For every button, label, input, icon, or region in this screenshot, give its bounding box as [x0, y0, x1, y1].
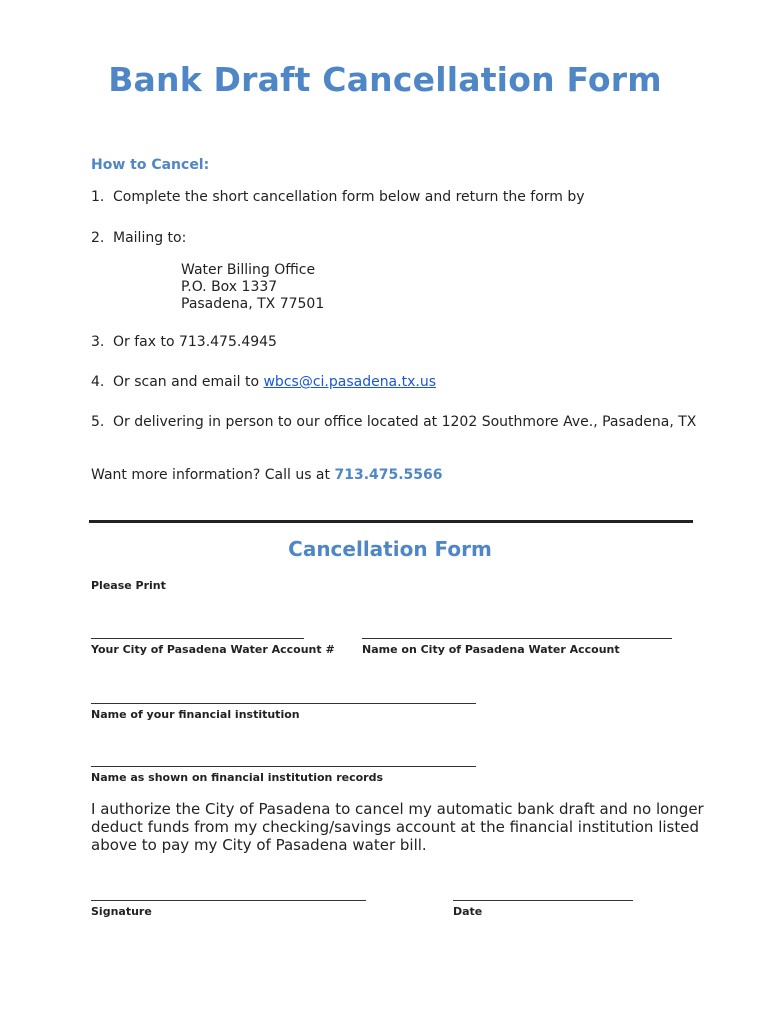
how-to-heading: How to Cancel: — [91, 157, 210, 173]
section-divider — [89, 520, 693, 523]
please-print-label: Please Print — [91, 579, 166, 592]
step-number: 2. — [91, 230, 105, 246]
step-number: 4. — [91, 374, 105, 390]
authorization-text: I authorize the City of Pasadena to cancel my automatic bank draft and no longer deduct funds from my checking/savings account at the financial institution listed above to pay my City of Pasadena water bill. — [91, 800, 704, 854]
institution-label: Name of your financial institution — [91, 708, 300, 721]
account-number-field[interactable] — [91, 638, 304, 639]
form-heading: Cancellation Form — [288, 537, 492, 561]
account-number-label: Your City of Pasadena Water Account # — [91, 643, 335, 656]
date-field[interactable] — [453, 900, 633, 901]
step-3 — [91, 334, 277, 350]
address-line-1: Water Billing Office — [181, 262, 316, 278]
email-link[interactable]: wbcs@ci.pasadena.tx.us — [263, 374, 436, 390]
step-text: Or scan and email to — [113, 374, 264, 390]
more-info-text: Want more information? Call us at — [91, 467, 335, 483]
signature-field[interactable] — [91, 900, 366, 901]
date-label: Date — [453, 905, 483, 918]
institution-name-label: Name as shown on financial institution records — [91, 771, 384, 784]
step-4 — [91, 374, 436, 390]
account-name-field[interactable] — [362, 638, 672, 639]
more-info — [91, 467, 443, 483]
address-line-2: P.O. Box 1337 — [181, 279, 278, 295]
step-text: Mailing to: — [113, 230, 187, 246]
step-2 — [91, 230, 186, 246]
step-number: 1. — [91, 189, 105, 205]
step-number: 5. — [91, 414, 105, 430]
institution-field[interactable] — [91, 703, 476, 704]
page-title: Bank Draft Cancellation Form — [108, 60, 662, 99]
address-line-3: Pasadena, TX 77501 — [181, 296, 325, 312]
step-number: 3. — [91, 334, 105, 350]
step-text: Or fax to 713.475.4945 — [113, 334, 277, 350]
phone-number: 713.475.5566 — [334, 467, 443, 483]
mailing-address — [181, 262, 324, 313]
step-1 — [91, 189, 585, 205]
step-text: Or delivering in person to our office located at 1202 Southmore Ave., Pasadena, TX — [113, 414, 697, 430]
institution-name-field[interactable] — [91, 766, 476, 767]
account-name-label: Name on City of Pasadena Water Account — [362, 643, 620, 656]
step-5 — [91, 414, 696, 430]
step-text: Complete the short cancellation form below and return the form by — [113, 189, 585, 205]
signature-label: Signature — [91, 905, 152, 918]
